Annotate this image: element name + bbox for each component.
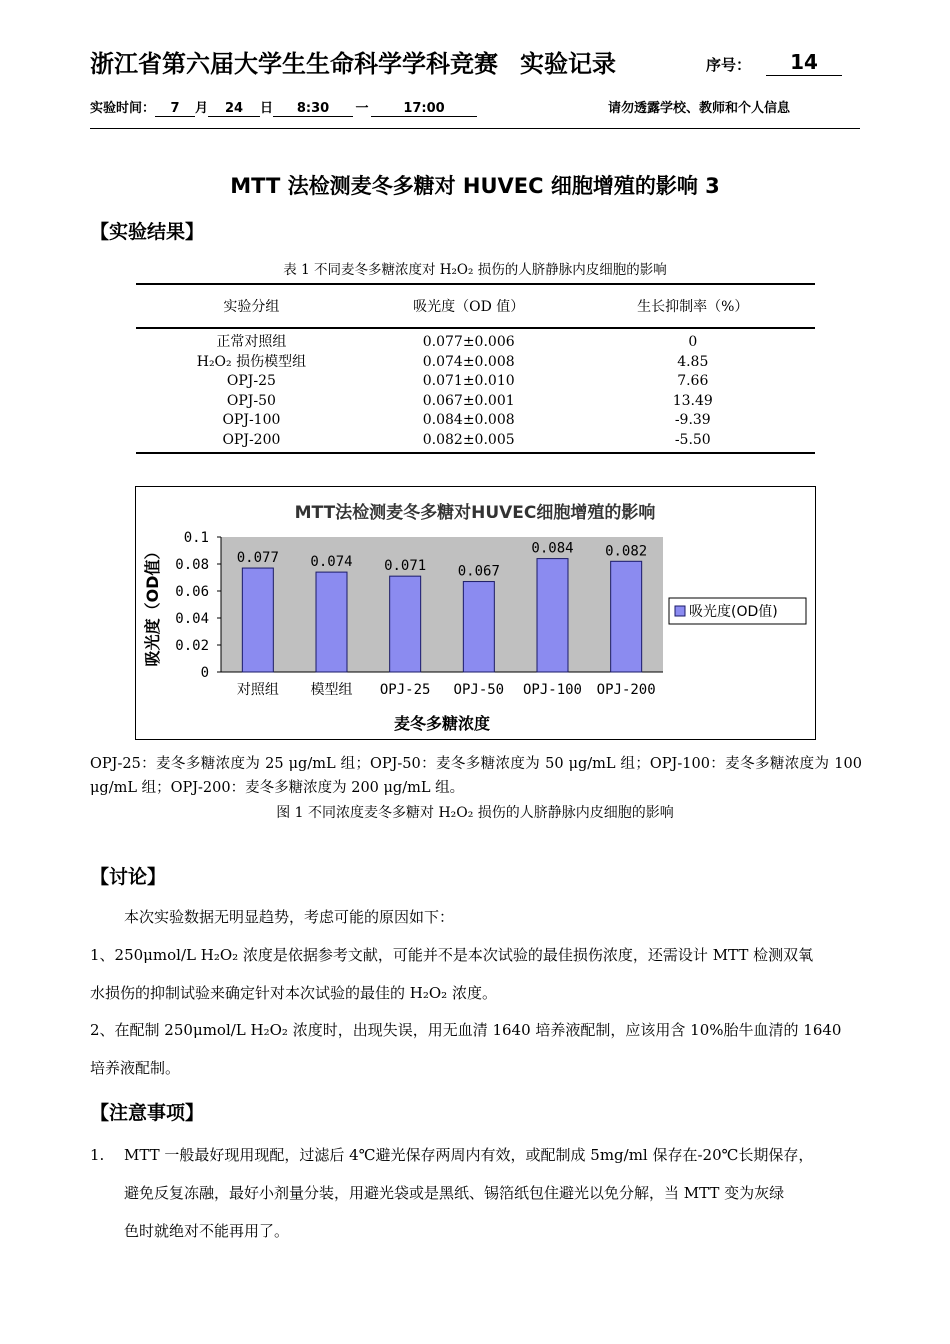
bar-value-label: 0.084 [531, 540, 574, 557]
chart-canvas [136, 487, 815, 739]
y-tick-label: 0.08 [175, 557, 209, 573]
table-row [136, 328, 815, 353]
discussion-item-1-line-1: 1、250μmol/L H₂O₂ 浓度是依据参考文献，可能并不是本次试验的最佳损伤浓度，还需设计 MTT 检测双氧 [90, 946, 814, 964]
results-table [136, 283, 815, 454]
notes-item-number: 1. [90, 1146, 105, 1164]
table-row [136, 353, 815, 373]
legend-swatch [675, 606, 685, 616]
bar [537, 559, 568, 672]
cell-od: 0.071±0.010 [422, 373, 515, 389]
month-unit: 月 [195, 101, 209, 116]
cell-group: OPJ-50 [226, 392, 276, 409]
record-type: 实验记录 [520, 50, 616, 78]
day-value: 24 [208, 101, 260, 117]
competition-title [90, 44, 616, 79]
cell-inhibition: -9.39 [674, 412, 711, 428]
bar-value-label: 0.077 [236, 550, 279, 567]
notes-line-3: 色时就绝对不能再用了。 [124, 1222, 290, 1240]
document-title: MTT 法检测麦冬多糖对 HUVEC 细胞增殖的影响 3 [230, 174, 720, 198]
cell-od: 0.082±0.005 [367, 431, 571, 454]
cell-inhibition: 13.49 [672, 392, 713, 409]
x-axis-title: 麦冬多糖浓度 [393, 714, 491, 733]
end-time: 17:00 [371, 101, 477, 117]
chart-title: MTT法检测麦冬多糖对HUVEC细胞增殖的影响 [294, 503, 656, 523]
cell-group: 正常对照组 [216, 334, 287, 350]
cell-od: 0.084±0.008 [422, 412, 515, 428]
bar [316, 572, 347, 672]
figure-note: OPJ-25：麦冬多糖浓度为 25 μg/mL 组；OPJ-50：麦冬多糖浓度为 50 μg/mL 组；OPJ-100：麦冬多糖浓度为 100 μg/mL 组；OPJ-200：麦冬多糖浓度为 200 μg/mL 组。 [90, 756, 862, 796]
bar-value-label: 0.071 [384, 558, 427, 575]
notes-line-2: 避免反复冻融，最好小剂量分装，用避光袋或是黑纸、锡箔纸包住避光以免分解，当 MTT 变为灰绿 [124, 1184, 785, 1202]
y-tick-label: 0 [200, 665, 209, 681]
x-tick-label: OPJ-100 [522, 682, 583, 698]
cell-group: OPJ-25 [226, 373, 276, 389]
table-row [136, 392, 815, 412]
legend-label: 吸光度(OD值) [689, 604, 778, 620]
x-tick-label: 模型组 [310, 682, 353, 698]
y-tick-label: 0.06 [175, 584, 209, 600]
table-row [136, 411, 815, 431]
discussion-item-2-line-2: 培养液配制。 [90, 1059, 181, 1077]
bar-value-label: 0.082 [605, 543, 648, 560]
y-tick-label: 0.02 [175, 638, 209, 654]
cell-inhibition: 0 [688, 334, 698, 350]
discussion-item-1-line-2: 水损伤的抑制试验来确定针对本次试验的最佳的 H₂O₂ 浓度。 [90, 984, 497, 1002]
x-tick-label: OPJ-25 [379, 682, 431, 698]
bar [611, 561, 642, 672]
cell-group: OPJ-200 [136, 431, 367, 454]
cell-inhibition: 4.85 [677, 353, 709, 370]
x-tick-label: 对照组 [236, 682, 279, 698]
cell-inhibition: -5.50 [571, 431, 815, 454]
seq-label: 序号： [706, 56, 752, 74]
notes-line-1: MTT 一般最好现用现配，过滤后 4℃避光保存两周内有效，或配制成 5mg/ml 保存在-20℃长期保存， [124, 1146, 814, 1164]
y-tick-label: 0.04 [175, 611, 209, 627]
time-label: 实验时间： [90, 101, 156, 116]
col-header-inhibition: 生长抑制率（%） [571, 284, 815, 328]
notes-heading: 【注意事项】 [90, 1102, 205, 1124]
bar [242, 568, 273, 672]
plot-area [221, 537, 663, 672]
table-caption: 表 1 不同麦冬多糖浓度对 H₂O₂ 损伤的人脐静脉内皮细胞的影响 [283, 262, 667, 278]
bar-value-label: 0.067 [457, 563, 500, 580]
time-dash: 一 [355, 101, 369, 116]
y-tick-label: 0.1 [183, 530, 209, 546]
cell-inhibition: 7.66 [677, 373, 709, 389]
col-header-od: 吸光度（OD 值） [367, 284, 571, 328]
discussion-heading: 【讨论】 [90, 866, 167, 888]
start-time: 8:30 [273, 101, 353, 117]
results-heading: 【实验结果】 [90, 221, 205, 243]
x-tick-label: OPJ-200 [596, 682, 656, 698]
experiment-time [90, 97, 477, 117]
competition-name: 浙江省第六届大学生生命科学学科竞赛 [90, 50, 498, 78]
table-header-row [136, 284, 815, 328]
cell-group: H₂O₂ 损伤模型组 [196, 353, 307, 370]
x-tick-label: OPJ-50 [453, 682, 505, 698]
table-row [136, 431, 815, 454]
month-value: 7 [155, 101, 195, 117]
bar-chart [135, 486, 816, 740]
y-axis-title: 吸光度（OD值） [143, 543, 162, 667]
figure-caption: 图 1 不同浓度麦冬多糖对 H₂O₂ 损伤的人脐静脉内皮细胞的影响 [276, 805, 674, 821]
discussion-item-2-line-1: 2、在配制 250μmol/L H₂O₂ 浓度时，出现失误，用无血清 1640 培养液配制，应该用含 10%胎牛血清的 1640 [90, 1021, 842, 1039]
col-header-group: 实验分组 [136, 284, 367, 328]
cell-od: 0.074±0.008 [422, 353, 515, 370]
cell-group: OPJ-100 [222, 412, 281, 428]
bar-value-label: 0.074 [310, 554, 353, 571]
header-divider [90, 128, 860, 129]
table-row [136, 372, 815, 392]
day-unit: 日 [260, 101, 274, 116]
privacy-note: 请勿透露学校、教师和个人信息 [608, 101, 791, 116]
cell-od: 0.077±0.006 [422, 334, 515, 350]
seq-value: 14 [766, 49, 842, 76]
discussion-intro: 本次实验数据无明显趋势，考虑可能的原因如下： [124, 908, 455, 926]
cell-od: 0.067±0.001 [422, 392, 515, 409]
bar [390, 576, 421, 672]
bar [463, 582, 494, 672]
